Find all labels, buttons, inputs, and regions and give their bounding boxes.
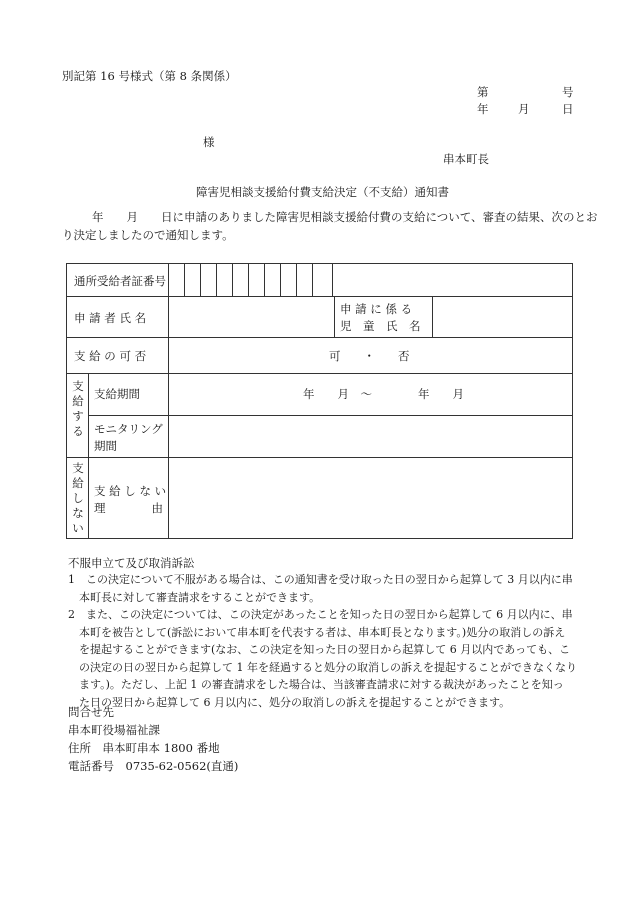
appeal-note-line: 本町を被告として(訴訟において串本町を代表する者は、串本町長となります。)処分の取消しの訴え [68,625,566,639]
decision-form-table [66,263,573,539]
appeal-heading: 不服申立て及び取消訴訟 [68,556,195,570]
column-divider [334,296,335,337]
row-divider [67,457,572,458]
contact-heading: 問合せ先 [68,705,114,719]
number-prefix: 第 [477,85,489,99]
appeal-note-line: 1 この決定について不服がある場合は、この通知書を受け取った日の翌日から起算して 3 月以内に串 [68,573,573,586]
number-suffix: 号 [562,85,574,99]
child-name-label-1: 申 請 に 係 る [340,302,413,316]
decision-label: 支 給 の 可 否 [74,349,147,363]
row-divider [67,296,572,297]
appeal-note-line: ます。)。ただし、上記 1 の審査請求をした場合は、当該審査請求に対する裁決があったことを知っ [68,678,564,691]
appeal-note-line: た日の翌日から起算して 6 月以内に、処分の取消しの訴えを提起することができます。 [68,695,511,709]
digit-box-divider [200,264,201,296]
date-month: 月 [518,102,530,116]
date-year: 年 [477,102,489,116]
addressee-suffix: 様 [203,135,215,149]
row-divider [88,415,572,416]
contact-phone: 電話番号 0735-62-0562(直通) [68,759,239,773]
child-name-label-2: 児 童 氏 名 [340,319,421,333]
digit-box-divider [232,264,233,296]
column-divider [168,264,169,457]
period-value: 年 月 ～ 年 月 [303,387,464,401]
digit-box-divider [216,264,217,296]
contact-address: 住所 串本町串本 1800 番地 [68,741,220,755]
row-divider [67,373,572,374]
applicant-name-label: 申 請 者 氏 名 [74,311,147,325]
certificate-number-label: 通所受給者証番号 [74,274,166,288]
digit-box-divider [264,264,265,296]
appeal-notes [68,571,577,711]
column-divider [432,296,433,337]
appeal-note-line: の決定の日の翌日から起算して 1 年を経過すると処分の取消しの訴えを提起することができなくなり [68,660,577,674]
digit-box-divider [280,264,281,296]
digit-box-divider [332,264,333,296]
date-day: 日 [562,102,574,116]
appeal-note-line: 2 また、この決定については、この決定があったことを知った日の翌日から起算して 6 月以内に、串 [68,608,573,621]
row-divider [67,337,572,338]
intro-line-1: 年 月 日に申請のありました障害児相談支援給付費の支給について、審査の結果、次のとお [92,210,598,224]
appeal-note-line: 本町長に対して審査請求をすることができます。 [68,590,321,604]
digit-box-divider [296,264,297,296]
monitoring-label-2: 期間 [94,439,117,453]
nongrant-group-label: 支給しない [72,461,84,535]
monitoring-label-1: モニタリング [94,422,163,436]
contact-department: 串本町役場福祉課 [68,723,160,737]
grant-group-label: 支給する [72,379,84,438]
decision-value: 可 ・ 否 [329,349,410,363]
column-divider [168,457,169,538]
column-divider [88,373,89,538]
reason-label-2: 理 由 [94,501,163,515]
document-title: 障害児相談支援給付費支給決定（不支給）通知書 [196,185,449,199]
reason-label-1: 支 給 し な い [94,484,167,498]
appeal-note-line: を提起することができます(なお、この決定を知った日の翌日から起算して 6 月以内であっても、こ [68,643,571,656]
digit-box-divider [184,264,185,296]
digit-box-divider [248,264,249,296]
form-id: 別記第 16 号様式（第 8 条関係） [62,69,237,83]
period-label: 支給期間 [94,387,140,401]
digit-box-divider [312,264,313,296]
issuer: 串本町長 [443,152,489,166]
intro-line-2: り決定しましたので通知します。 [62,228,234,242]
